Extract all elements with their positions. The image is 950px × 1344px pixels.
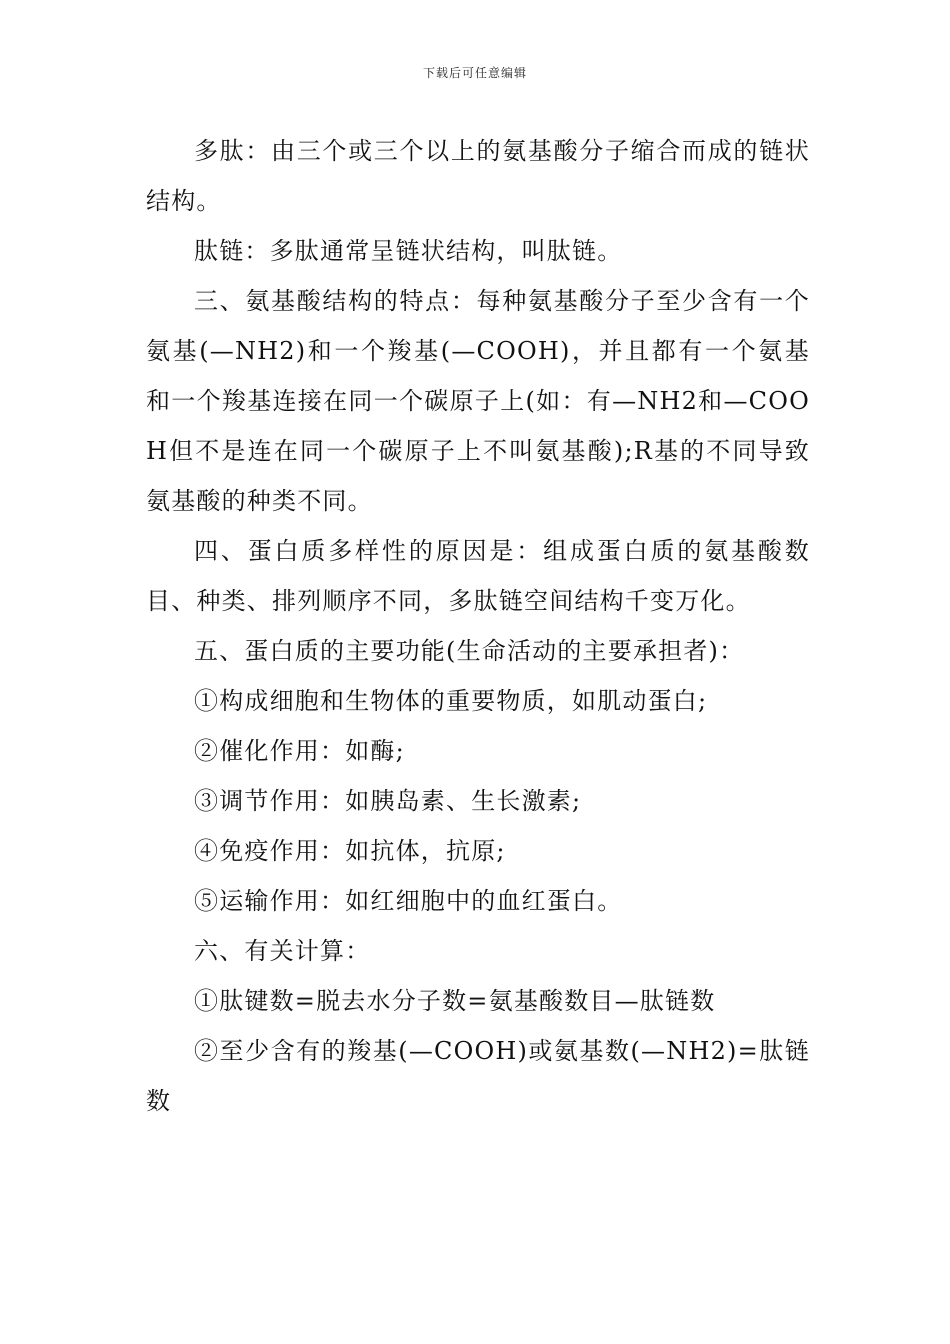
list-item-regulatory-function: ③调节作用：如胰岛素、生长激素; (194, 787, 582, 815)
list-item-peptide-bond-formula: ①肽键数=脱去水分子数=氨基酸数目—肽链数 (194, 987, 716, 1015)
paragraph-protein-functions-heading: 五、蛋白质的主要功能(生命活动的主要承担者)： (194, 637, 745, 665)
page-header: 下载后可任意编辑 (422, 66, 527, 80)
paragraph-peptide-chain-definition: 肽链：多肽通常呈链状结构，叫肽链。 (194, 237, 623, 265)
paragraph-amino-acid-structure: 三、氨基酸结构的特点：每种氨基酸分子至少含有一个氨基(—NH2)和一个羧基(—COOH)，并且都有一个氨基和一个羧基连接在同一个碳原子上(如：有—NH2和—COOH但不是连在同一个碳原子上不叫氨基酸);R基的不同导致氨基酸的种类不同。 (146, 287, 810, 515)
paragraph-calculations-heading: 六、有关计算： (194, 937, 371, 965)
paragraph-polypeptide-definition: 多肽：由三个或三个以上的氨基酸分子缩合而成的链状结构。 (146, 137, 810, 215)
list-item-transport-function: ⑤运输作用：如红细胞中的血红蛋白。 (194, 887, 623, 915)
list-item-structural-function: ①构成细胞和生物体的重要物质，如肌动蛋白; (194, 687, 708, 715)
list-item-catalytic-function: ②催化作用：如酶; (194, 737, 405, 765)
paragraph-protein-diversity: 四、蛋白质多样性的原因是：组成蛋白质的氨基酸数目、种类、排列顺序不同，多肽链空间结构千变万化。 (146, 537, 810, 615)
list-item-immune-function: ④免疫作用：如抗体，抗原; (194, 837, 506, 865)
list-item-carboxyl-amino-formula: ②至少含有的羧基(—COOH)或氨基数(—NH2)=肽链数 (146, 1037, 810, 1115)
document-body (146, 126, 810, 1126)
